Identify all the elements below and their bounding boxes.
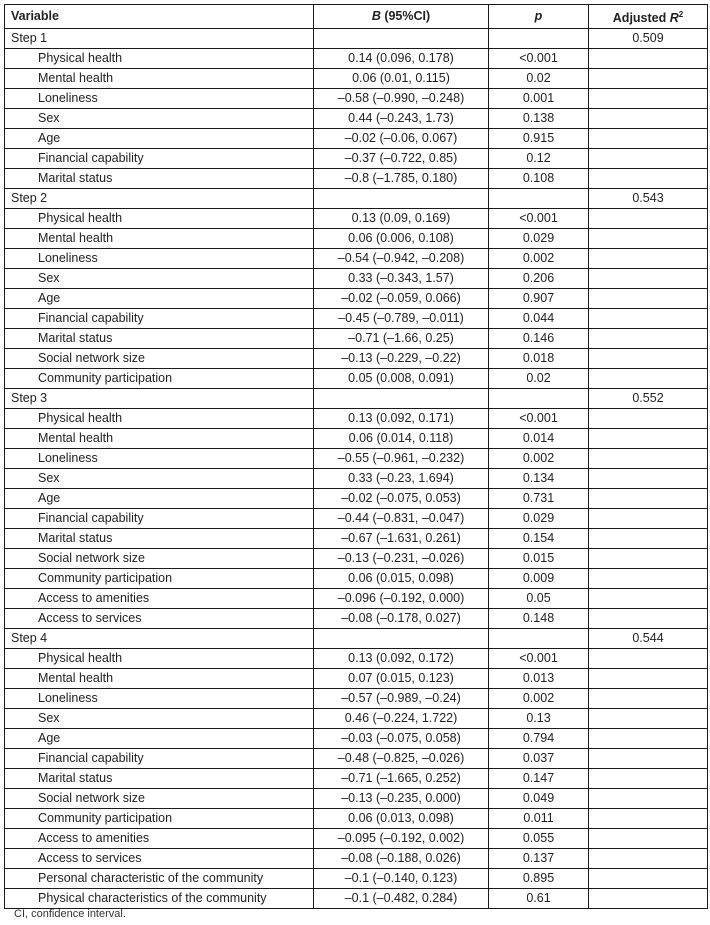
adjusted-r2-empty	[589, 869, 708, 889]
variable-cell: Mental health	[5, 669, 314, 689]
b-ci-cell: 0.07 (0.015, 0.123)	[314, 669, 489, 689]
step-row	[5, 389, 708, 409]
table-row	[5, 309, 708, 329]
variable-cell: Community participation	[5, 809, 314, 829]
adjusted-r2-empty	[589, 749, 708, 769]
b-ci-cell: –0.57 (–0.989, –0.24)	[314, 689, 489, 709]
p-value-cell: 0.013	[489, 669, 589, 689]
table-row	[5, 109, 708, 129]
footnote: CI, confidence interval.	[14, 908, 126, 920]
p-value-cell: 0.002	[489, 449, 589, 469]
adjusted-r2-empty	[589, 589, 708, 609]
b-ci-cell: 0.14 (0.096, 0.178)	[314, 49, 489, 69]
p-value-cell: 0.02	[489, 69, 589, 89]
variable-cell: Age	[5, 489, 314, 509]
b-ci-cell: 0.05 (0.008, 0.091)	[314, 369, 489, 389]
adjusted-r2-empty	[589, 649, 708, 669]
table-row	[5, 409, 708, 429]
table-row	[5, 69, 708, 89]
variable-cell: Financial capability	[5, 509, 314, 529]
p-value-cell: 0.05	[489, 589, 589, 609]
variable-cell: Sex	[5, 109, 314, 129]
adjusted-r2-empty	[589, 509, 708, 529]
b-ci-cell: –0.71 (–1.66, 0.25)	[314, 329, 489, 349]
variable-cell: Mental health	[5, 69, 314, 89]
b-ci-cell: –0.44 (–0.831, –0.047)	[314, 509, 489, 529]
table-row	[5, 849, 708, 869]
table-row	[5, 789, 708, 809]
table-row	[5, 49, 708, 69]
b-ci-cell: –0.096 (–0.192, 0.000)	[314, 589, 489, 609]
variable-cell: Social network size	[5, 349, 314, 369]
adjusted-r2-empty	[589, 849, 708, 869]
p-value-cell: 0.02	[489, 369, 589, 389]
adjusted-r2-empty	[589, 449, 708, 469]
adjusted-r2-empty	[589, 809, 708, 829]
table-row	[5, 329, 708, 349]
variable-cell: Physical health	[5, 409, 314, 429]
adjusted-r2-empty	[589, 169, 708, 189]
variable-cell: Sex	[5, 269, 314, 289]
step-p-empty	[489, 629, 589, 649]
variable-cell: Age	[5, 289, 314, 309]
step-row	[5, 629, 708, 649]
step-row	[5, 29, 708, 49]
p-value-cell: 0.014	[489, 429, 589, 449]
b-ci-cell: –0.03 (–0.075, 0.058)	[314, 729, 489, 749]
b-ci-cell: 0.33 (–0.343, 1.57)	[314, 269, 489, 289]
table-row	[5, 249, 708, 269]
b-ci-cell: –0.08 (–0.178, 0.027)	[314, 609, 489, 629]
b-ci-cell: –0.8 (–1.785, 0.180)	[314, 169, 489, 189]
adjusted-r2-empty	[589, 469, 708, 489]
p-value-cell: 0.055	[489, 829, 589, 849]
b-ci-cell: 0.13 (0.09, 0.169)	[314, 209, 489, 229]
variable-cell: Age	[5, 729, 314, 749]
adjusted-r2-empty	[589, 329, 708, 349]
variable-cell: Community participation	[5, 369, 314, 389]
header-p-symbol: p	[534, 9, 543, 24]
adjusted-r2-empty	[589, 129, 708, 149]
p-value-cell: 0.001	[489, 89, 589, 109]
table-row	[5, 509, 708, 529]
adjusted-r2-empty	[589, 349, 708, 369]
adjusted-r2-empty	[589, 569, 708, 589]
adjusted-r2-empty	[589, 829, 708, 849]
adjusted-r2-empty	[589, 889, 708, 909]
adjusted-r2-empty	[589, 729, 708, 749]
variable-cell: Mental health	[5, 229, 314, 249]
variable-cell: Social network size	[5, 789, 314, 809]
b-ci-cell: –0.58 (–0.990, –0.248)	[314, 89, 489, 109]
variable-cell: Age	[5, 129, 314, 149]
table-row	[5, 429, 708, 449]
table-row	[5, 649, 708, 669]
header-r-symbol: R	[669, 11, 679, 26]
adjusted-r2-empty	[589, 769, 708, 789]
table-row	[5, 89, 708, 109]
variable-cell: Loneliness	[5, 249, 314, 269]
p-value-cell: <0.001	[489, 649, 589, 669]
p-value-cell: 0.015	[489, 549, 589, 569]
p-value-cell: 0.13	[489, 709, 589, 729]
adjusted-r2-empty	[589, 49, 708, 69]
table-row	[5, 449, 708, 469]
adjusted-r2-empty	[589, 689, 708, 709]
p-value-cell: 0.915	[489, 129, 589, 149]
p-value-cell: 0.895	[489, 869, 589, 889]
header-r-superscript: 2	[678, 10, 684, 19]
b-ci-cell: 0.13 (0.092, 0.172)	[314, 649, 489, 669]
table-row	[5, 589, 708, 609]
b-ci-cell: 0.06 (0.01, 0.115)	[314, 69, 489, 89]
b-ci-cell: –0.54 (–0.942, –0.208)	[314, 249, 489, 269]
p-value-cell: 0.029	[489, 509, 589, 529]
b-ci-cell: –0.45 (–0.789, –0.011)	[314, 309, 489, 329]
p-value-cell: 0.044	[489, 309, 589, 329]
adjusted-r2-empty	[589, 249, 708, 269]
b-ci-cell: –0.71 (–1.665, 0.252)	[314, 769, 489, 789]
adjusted-r2-empty	[589, 289, 708, 309]
p-value-cell: 0.049	[489, 789, 589, 809]
p-value-cell: 0.009	[489, 569, 589, 589]
p-value-cell: 0.147	[489, 769, 589, 789]
b-ci-cell: –0.48 (–0.825, –0.026)	[314, 749, 489, 769]
p-value-cell: 0.794	[489, 729, 589, 749]
step-adjusted-r2: 0.544	[589, 629, 708, 649]
table-row	[5, 289, 708, 309]
step-b-ci-empty	[314, 389, 489, 409]
adjusted-r2-empty	[589, 789, 708, 809]
adjusted-r2-empty	[589, 549, 708, 569]
variable-cell: Personal characteristic of the community	[5, 869, 314, 889]
table-row	[5, 349, 708, 369]
p-value-cell: 0.61	[489, 889, 589, 909]
header-adjusted-text: Adjusted	[612, 11, 670, 26]
table-row	[5, 229, 708, 249]
adjusted-r2-empty	[589, 709, 708, 729]
b-ci-cell: –0.13 (–0.235, 0.000)	[314, 789, 489, 809]
variable-cell: Marital status	[5, 329, 314, 349]
p-value-cell: 0.148	[489, 609, 589, 629]
b-ci-cell: –0.08 (–0.188, 0.026)	[314, 849, 489, 869]
table-row	[5, 689, 708, 709]
variable-cell: Financial capability	[5, 309, 314, 329]
table-row	[5, 829, 708, 849]
p-value-cell: 0.002	[489, 689, 589, 709]
b-ci-cell: –0.13 (–0.229, –0.22)	[314, 349, 489, 369]
step-row	[5, 189, 708, 209]
p-value-cell: 0.011	[489, 809, 589, 829]
p-value-cell: 0.002	[489, 249, 589, 269]
b-ci-cell: –0.13 (–0.231, –0.026)	[314, 549, 489, 569]
p-value-cell: 0.134	[489, 469, 589, 489]
header-b-symbol: B	[371, 9, 381, 24]
adjusted-r2-empty	[589, 369, 708, 389]
variable-cell: Marital status	[5, 169, 314, 189]
adjusted-r2-empty	[589, 489, 708, 509]
b-ci-cell: 0.13 (0.092, 0.171)	[314, 409, 489, 429]
variable-cell: Physical health	[5, 649, 314, 669]
b-ci-cell: 0.44 (–0.243, 1.73)	[314, 109, 489, 129]
step-adjusted-r2: 0.543	[589, 189, 708, 209]
adjusted-r2-empty	[589, 69, 708, 89]
b-ci-cell: –0.1 (–0.140, 0.123)	[314, 869, 489, 889]
p-value-cell: 0.146	[489, 329, 589, 349]
p-value-cell: 0.108	[489, 169, 589, 189]
table-row	[5, 469, 708, 489]
table-row	[5, 169, 708, 189]
b-ci-cell: –0.67 (–1.631, 0.261)	[314, 529, 489, 549]
variable-cell: Social network size	[5, 549, 314, 569]
variable-cell: Mental health	[5, 429, 314, 449]
table-row	[5, 709, 708, 729]
table-row	[5, 669, 708, 689]
b-ci-cell: –0.095 (–0.192, 0.002)	[314, 829, 489, 849]
table-row	[5, 889, 708, 909]
adjusted-r2-empty	[589, 309, 708, 329]
adjusted-r2-empty	[589, 209, 708, 229]
p-value-cell: 0.018	[489, 349, 589, 369]
table-row	[5, 609, 708, 629]
adjusted-r2-empty	[589, 429, 708, 449]
p-value-cell: <0.001	[489, 209, 589, 229]
p-value-cell: 0.154	[489, 529, 589, 549]
step-p-empty	[489, 389, 589, 409]
variable-cell: Sex	[5, 469, 314, 489]
variable-cell: Financial capability	[5, 749, 314, 769]
table-row	[5, 869, 708, 889]
step-adjusted-r2: 0.552	[589, 389, 708, 409]
b-ci-cell: –0.02 (–0.059, 0.066)	[314, 289, 489, 309]
b-ci-cell: –0.02 (–0.075, 0.053)	[314, 489, 489, 509]
adjusted-r2-empty	[589, 269, 708, 289]
variable-cell: Access to amenities	[5, 829, 314, 849]
variable-cell: Physical characteristics of the community	[5, 889, 314, 909]
step-label: Step 1	[5, 29, 314, 49]
p-value-cell: <0.001	[489, 409, 589, 429]
b-ci-cell: –0.1 (–0.482, 0.284)	[314, 889, 489, 909]
step-p-empty	[489, 29, 589, 49]
regression-table	[4, 4, 708, 909]
p-value-cell: 0.907	[489, 289, 589, 309]
step-label: Step 3	[5, 389, 314, 409]
step-label: Step 2	[5, 189, 314, 209]
header-b-ci	[314, 5, 489, 29]
variable-cell: Financial capability	[5, 149, 314, 169]
table-row	[5, 149, 708, 169]
variable-cell: Access to services	[5, 609, 314, 629]
variable-cell: Sex	[5, 709, 314, 729]
adjusted-r2-empty	[589, 149, 708, 169]
p-value-cell: 0.029	[489, 229, 589, 249]
table-row	[5, 549, 708, 569]
b-ci-cell: 0.33 (–0.23, 1.694)	[314, 469, 489, 489]
step-b-ci-empty	[314, 189, 489, 209]
p-value-cell: 0.12	[489, 149, 589, 169]
p-value-cell: 0.206	[489, 269, 589, 289]
table-row	[5, 489, 708, 509]
p-value-cell: 0.138	[489, 109, 589, 129]
table-row	[5, 269, 708, 289]
table-row	[5, 129, 708, 149]
table-body	[5, 29, 708, 909]
variable-cell: Community participation	[5, 569, 314, 589]
variable-cell: Marital status	[5, 529, 314, 549]
adjusted-r2-empty	[589, 669, 708, 689]
step-label: Step 4	[5, 629, 314, 649]
b-ci-cell: 0.06 (0.013, 0.098)	[314, 809, 489, 829]
p-value-cell: 0.731	[489, 489, 589, 509]
table-row	[5, 729, 708, 749]
adjusted-r2-empty	[589, 409, 708, 429]
b-ci-cell: –0.55 (–0.961, –0.232)	[314, 449, 489, 469]
variable-cell: Loneliness	[5, 689, 314, 709]
adjusted-r2-empty	[589, 109, 708, 129]
step-b-ci-empty	[314, 29, 489, 49]
adjusted-r2-empty	[589, 609, 708, 629]
table-row	[5, 809, 708, 829]
variable-cell: Loneliness	[5, 449, 314, 469]
variable-cell: Physical health	[5, 209, 314, 229]
step-adjusted-r2: 0.509	[589, 29, 708, 49]
variable-cell: Access to amenities	[5, 589, 314, 609]
header-row	[5, 5, 708, 29]
adjusted-r2-empty	[589, 229, 708, 249]
table-row	[5, 209, 708, 229]
b-ci-cell: 0.06 (0.006, 0.108)	[314, 229, 489, 249]
variable-cell: Physical health	[5, 49, 314, 69]
step-p-empty	[489, 189, 589, 209]
variable-cell: Access to services	[5, 849, 314, 869]
header-variable: Variable	[5, 5, 314, 29]
header-p	[489, 5, 589, 29]
p-value-cell: 0.037	[489, 749, 589, 769]
b-ci-cell: 0.46 (–0.224, 1.722)	[314, 709, 489, 729]
adjusted-r2-empty	[589, 529, 708, 549]
step-b-ci-empty	[314, 629, 489, 649]
variable-cell: Loneliness	[5, 89, 314, 109]
b-ci-cell: –0.02 (–0.06, 0.067)	[314, 129, 489, 149]
b-ci-cell: 0.06 (0.014, 0.118)	[314, 429, 489, 449]
header-adjusted-r2	[589, 5, 708, 29]
b-ci-cell: –0.37 (–0.722, 0.85)	[314, 149, 489, 169]
table-row	[5, 749, 708, 769]
table-row	[5, 569, 708, 589]
table-row	[5, 769, 708, 789]
adjusted-r2-empty	[589, 89, 708, 109]
table-row	[5, 529, 708, 549]
b-ci-cell: 0.06 (0.015, 0.098)	[314, 569, 489, 589]
table-row	[5, 369, 708, 389]
variable-cell: Marital status	[5, 769, 314, 789]
p-value-cell: 0.137	[489, 849, 589, 869]
header-b-ci-text: (95%CI)	[380, 9, 431, 24]
p-value-cell: <0.001	[489, 49, 589, 69]
